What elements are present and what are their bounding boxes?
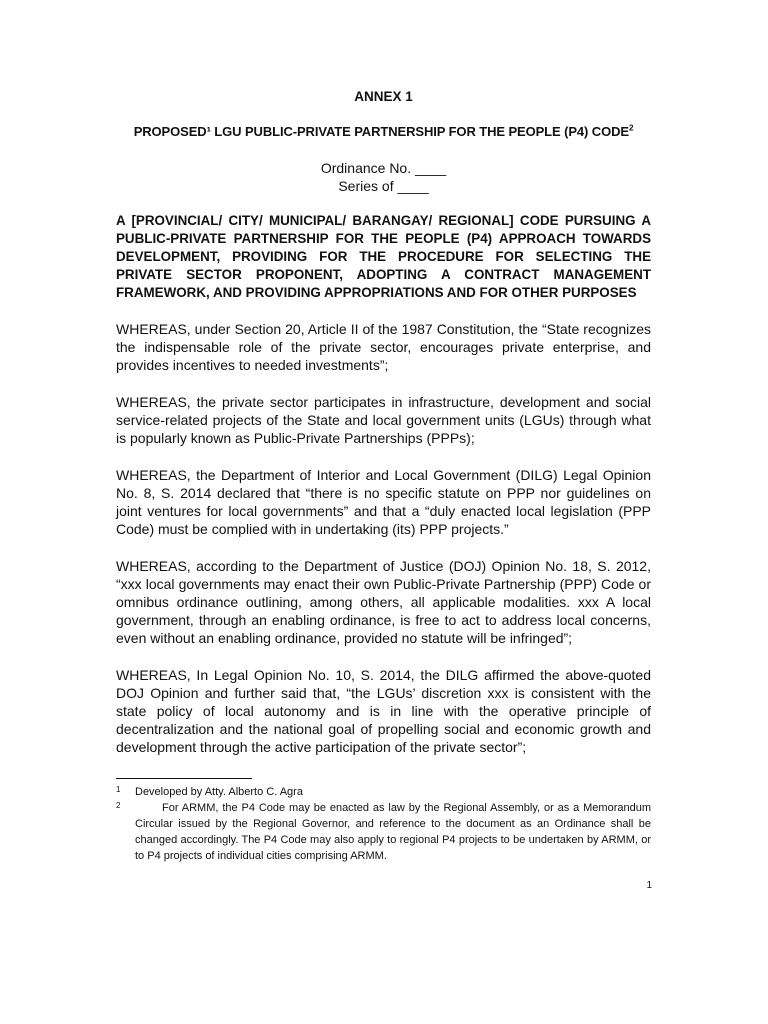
footnote-separator	[116, 778, 252, 779]
whereas-paragraph: WHEREAS, the Department of Interior and Local Government (DILG) Legal Opinion No. 8, S. 2014 declared that “there is no specific statute on PPP nor guidelines on joint ventures for local governments” and that a “duly enacted local legislation (PPP Code) must be complied with in undertaking (its) PPP projects.”	[116, 467, 651, 537]
footnote-number: 2	[116, 801, 121, 810]
document-body	[116, 87, 651, 756]
footnotes	[116, 784, 651, 864]
page-number: 1	[646, 880, 652, 891]
whereas-paragraph: WHEREAS, under Section 20, Article II of the 1987 Constitution, the “State recognizes the indispensable role of the private sector, encourages private enterprise, and provides incentives to needed investments”;	[116, 321, 651, 373]
whereas-paragraph: WHEREAS, the private sector participates in infrastructure, development and social service-related projects of the State and local government units (LGUs) through what is popularly known as Public-Private Partnerships (PPPs);	[116, 394, 651, 446]
code-heading: A [PROVINCIAL/ CITY/ MUNICIPAL/ BARANGAY/ REGIONAL] CODE PURSUING A PUBLIC-PRIVATE PARTNERSHIP FOR THE PEOPLE (P4) APPROACH TOWARDS DEVELOPMENT, PROVIDING FOR THE PROCEDURE FOR SELECTING THE PRIVATE SECTOR PROPONENT, ADOPTING A CONTRACT MANAGEMENT FRAMEWORK, AND PROVIDING APPROPRIATIONS AND FOR OTHER PURPOSES	[116, 213, 651, 300]
footnote	[116, 784, 651, 800]
whereas-paragraph: WHEREAS, according to the Department of Justice (DOJ) Opinion No. 18, S. 2012, “xxx local governments may enact their own Public-Private Partnership (PPP) Code or omnibus ordinance outlining, among others, all applicable modalities. xxx A local government, through an enabling ordinance, is free to act to address local concerns, even without an enabling ordinance, provided no statute will be infringed”;	[116, 558, 651, 646]
annex-title: ANNEX 1	[354, 89, 413, 104]
document-title-text: PROPOSED¹ LGU PUBLIC-PRIVATE PARTNERSHIP FOR THE PEOPLE (P4) CODE	[133, 124, 629, 139]
title-footnote-marker: 2	[628, 123, 634, 133]
footnote	[116, 800, 651, 864]
footnote-text: Developed by Atty. Alberto C. Agra	[135, 786, 303, 798]
ordinance-series: Series of ____	[338, 178, 429, 194]
footnote-text: For ARMM, the P4 Code may be enacted as law by the Regional Assembly, or as a Memorandum Circular issued by the Regional Governor, and reference to the document as an Ordinance shall be changed accordingly. The P4 Code may also apply to regional P4 projects to be undertaken by ARMM, or to P4 projects of individual cities comprising ARMM.	[135, 802, 651, 862]
ordinance-number: Ordinance No. ____	[320, 160, 447, 176]
footnote-number: 1	[116, 785, 121, 794]
document-title	[116, 122, 651, 142]
whereas-paragraph: WHEREAS, In Legal Opinion No. 10, S. 2014, the DILG affirmed the above-quoted DOJ Opinion and further said that, “the LGUs’ discretion xxx is consistent with the state policy of local autonomy and is in line with the operative principle of decentralization and the national goal of propelling social and economic growth and development through the active participation of the private sector”;	[116, 667, 651, 755]
